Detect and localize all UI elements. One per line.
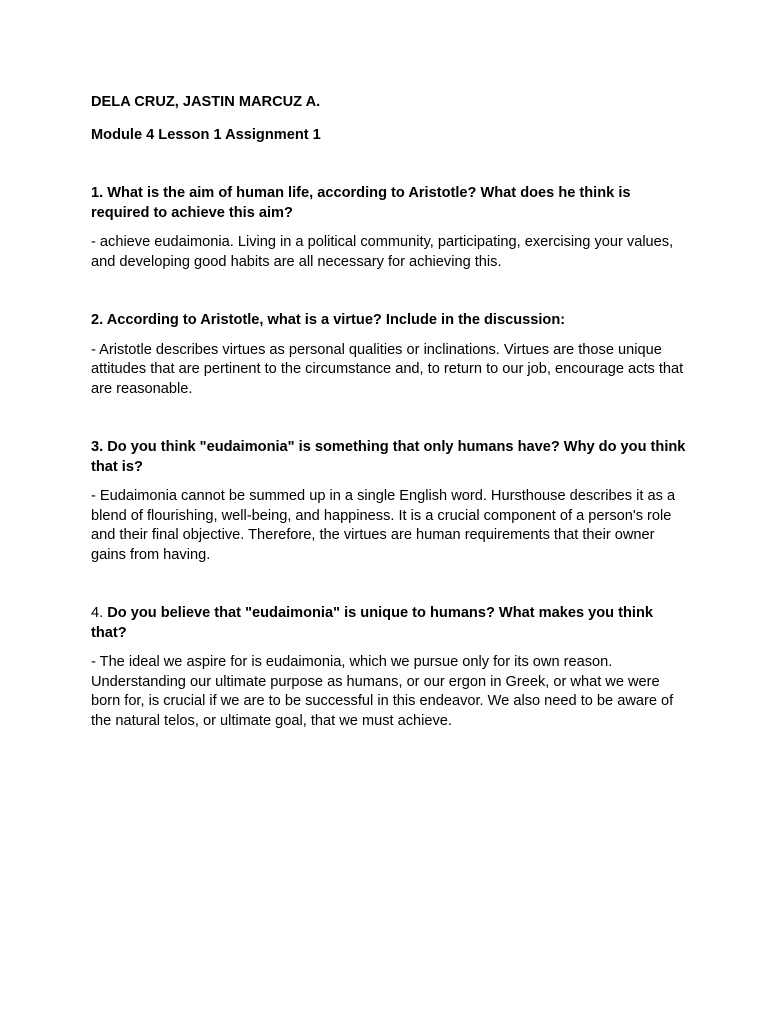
question-1-text: What is the aim of human life, according to Aristotle? What does he think is required to achieve this aim? <box>91 185 631 221</box>
answer-1: - achieve eudaimonia. Living in a political community, participating, exercising your values, and developing good habits are all necessary for achieving this. <box>91 234 674 270</box>
question-3-number: 3. <box>91 439 104 455</box>
question-4-text: Do you believe that "eudaimonia" is unique to humans? What makes you think that? <box>91 605 654 641</box>
document-body <box>91 93 691 770</box>
question-3-text: Do you think "eudaimonia" is something that only humans have? Why do you think that is? <box>91 439 686 475</box>
question-3 <box>91 438 691 477</box>
answer-3: - Eudaimonia cannot be summed up in a single English word. Hursthouse describes it as a blend of flourishing, well-being, and happiness. It is a crucial component of a person's role and their final objective. Therefore, the virtues are human requirements that their owner gains from having. <box>91 488 676 563</box>
question-2 <box>91 311 691 331</box>
question-2-number: 2. <box>91 312 104 328</box>
question-1 <box>91 184 691 223</box>
question-4-number: 4. <box>91 605 104 621</box>
answer-2: - Aristotle describes virtues as personal qualities or inclinations. Virtues are those unique attitudes that are pertinent to the circumstance and, to return to our job, encourage acts that are reasonable. <box>91 341 684 397</box>
assignment-title: Module 4 Lesson 1 Assignment 1 <box>91 127 321 143</box>
question-4 <box>91 604 691 643</box>
answer-4: - The ideal we aspire for is eudaimonia, which we pursue only for its own reason. Understanding our ultimate purpose as humans, or our ergon in Greek, or what we were born for, is crucial if we are to be successful in this endeavor. We also need to be aware of the natural telos, or ultimate goal, that we must achieve. <box>91 654 674 729</box>
question-2-text: According to Aristotle, what is a virtue? Include in the discussion: <box>106 312 566 328</box>
student-name: DELA CRUZ, JASTIN MARCUZ A. <box>91 94 321 110</box>
question-1-number: 1. <box>91 185 104 201</box>
